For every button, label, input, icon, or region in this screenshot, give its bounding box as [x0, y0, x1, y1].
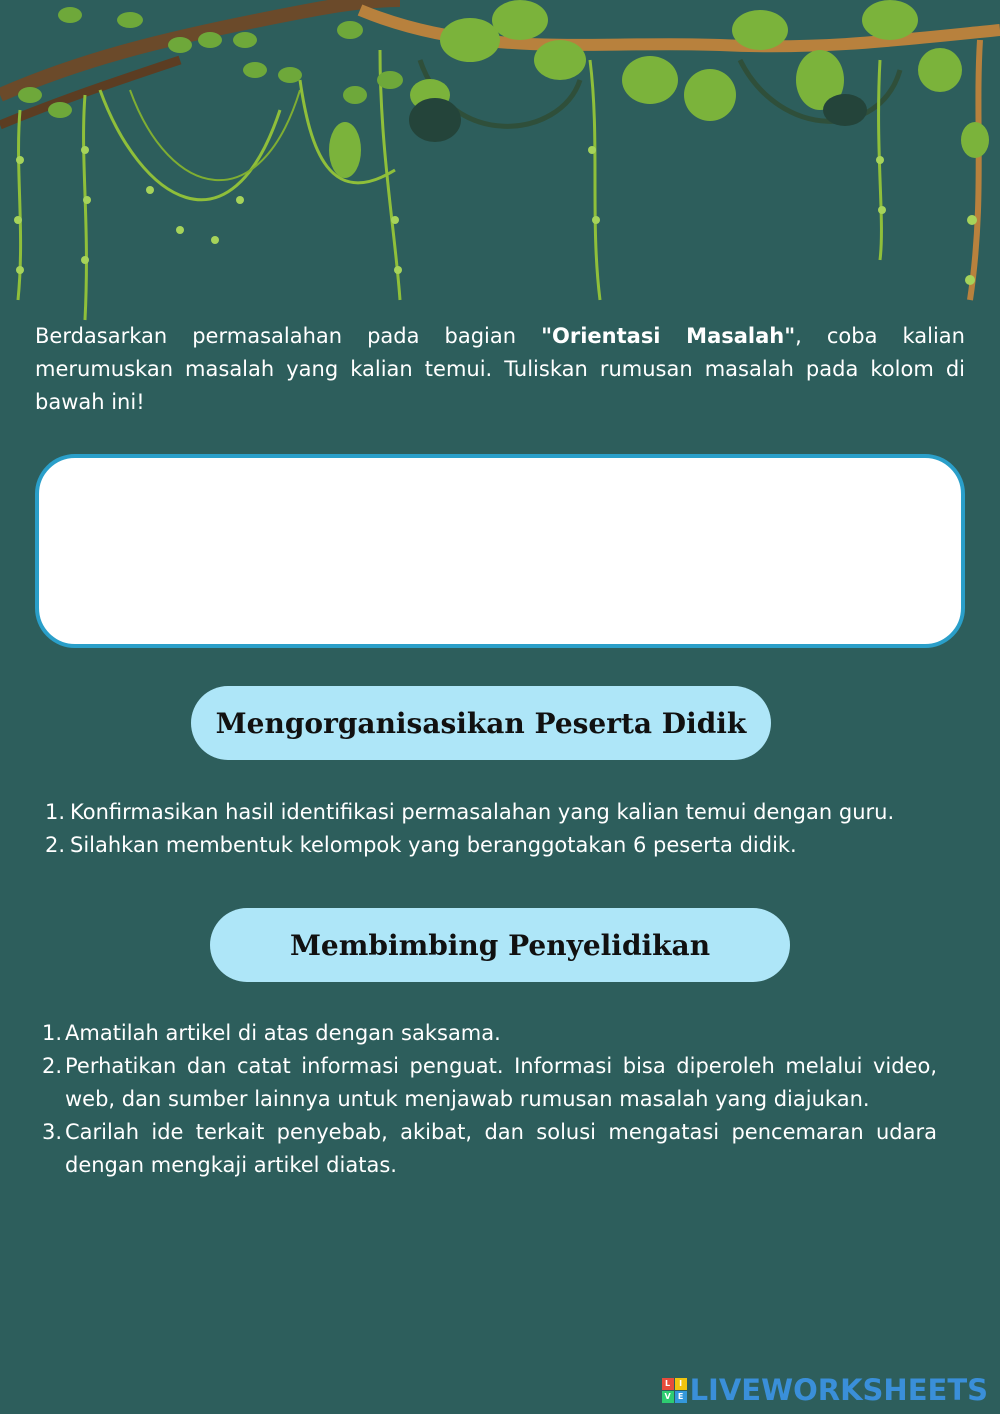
list-text: Silahkan membentuk kelompok yang beranggotakan 6 peserta didik.	[70, 833, 797, 857]
list-text: Perhatikan dan catat informasi penguat. Informasi bisa diperoleh melalui video, web, dan sumber lainnya untuk menjawab rumusan masalah yang diajukan.	[65, 1054, 937, 1111]
answer-input[interactable]	[39, 458, 961, 644]
logo-square-e: E	[675, 1391, 687, 1403]
intro-text-after: , coba kalian merumuskan masalah yang kalian temui. Tuliskan rumusan masalah pada kolom di bawah ini!	[35, 324, 965, 414]
intro-paragraph	[35, 320, 965, 419]
list-number: 2.	[42, 1054, 63, 1078]
intro-highlight: "Orientasi Masalah"	[541, 324, 796, 348]
section-title-organize: Mengorganisasikan Peserta Didik	[191, 686, 771, 760]
list-text: Amatilah artikel di atas dengan saksama.	[65, 1021, 501, 1045]
list-text: Carilah ide terkait penyebab, akibat, dan solusi mengatasi pencemaran udara dengan mengkaji artikel diatas.	[65, 1120, 937, 1177]
section-title-investigation: Membimbing Penyelidikan	[210, 908, 790, 982]
list-number: 1.	[42, 1021, 63, 1045]
answer-box	[35, 454, 965, 648]
list-item	[45, 796, 975, 829]
list-number: 3.	[42, 1120, 63, 1144]
logo-text: LIVEWORKSHEETS	[689, 1373, 988, 1407]
investigation-list	[42, 1017, 937, 1182]
list-text: Konfirmasikan hasil identifikasi permasalahan yang kalian temui dengan guru.	[70, 800, 895, 824]
intro-text-before: Berdasarkan permasalahan pada bagian	[35, 324, 542, 348]
list-item	[42, 1116, 937, 1182]
list-item	[42, 1050, 937, 1116]
logo-square-v: V	[662, 1391, 674, 1403]
logo-square-l: L	[662, 1378, 674, 1390]
logo-squares-icon	[662, 1378, 687, 1403]
jungle-vines-decoration	[0, 0, 1000, 330]
logo-square-i: I	[675, 1378, 687, 1390]
list-number: 1.	[45, 800, 66, 824]
liveworksheets-logo[interactable]	[662, 1373, 988, 1407]
list-number: 2.	[45, 833, 66, 857]
list-item	[45, 829, 975, 862]
list-item	[42, 1017, 937, 1050]
organize-list	[45, 796, 975, 862]
